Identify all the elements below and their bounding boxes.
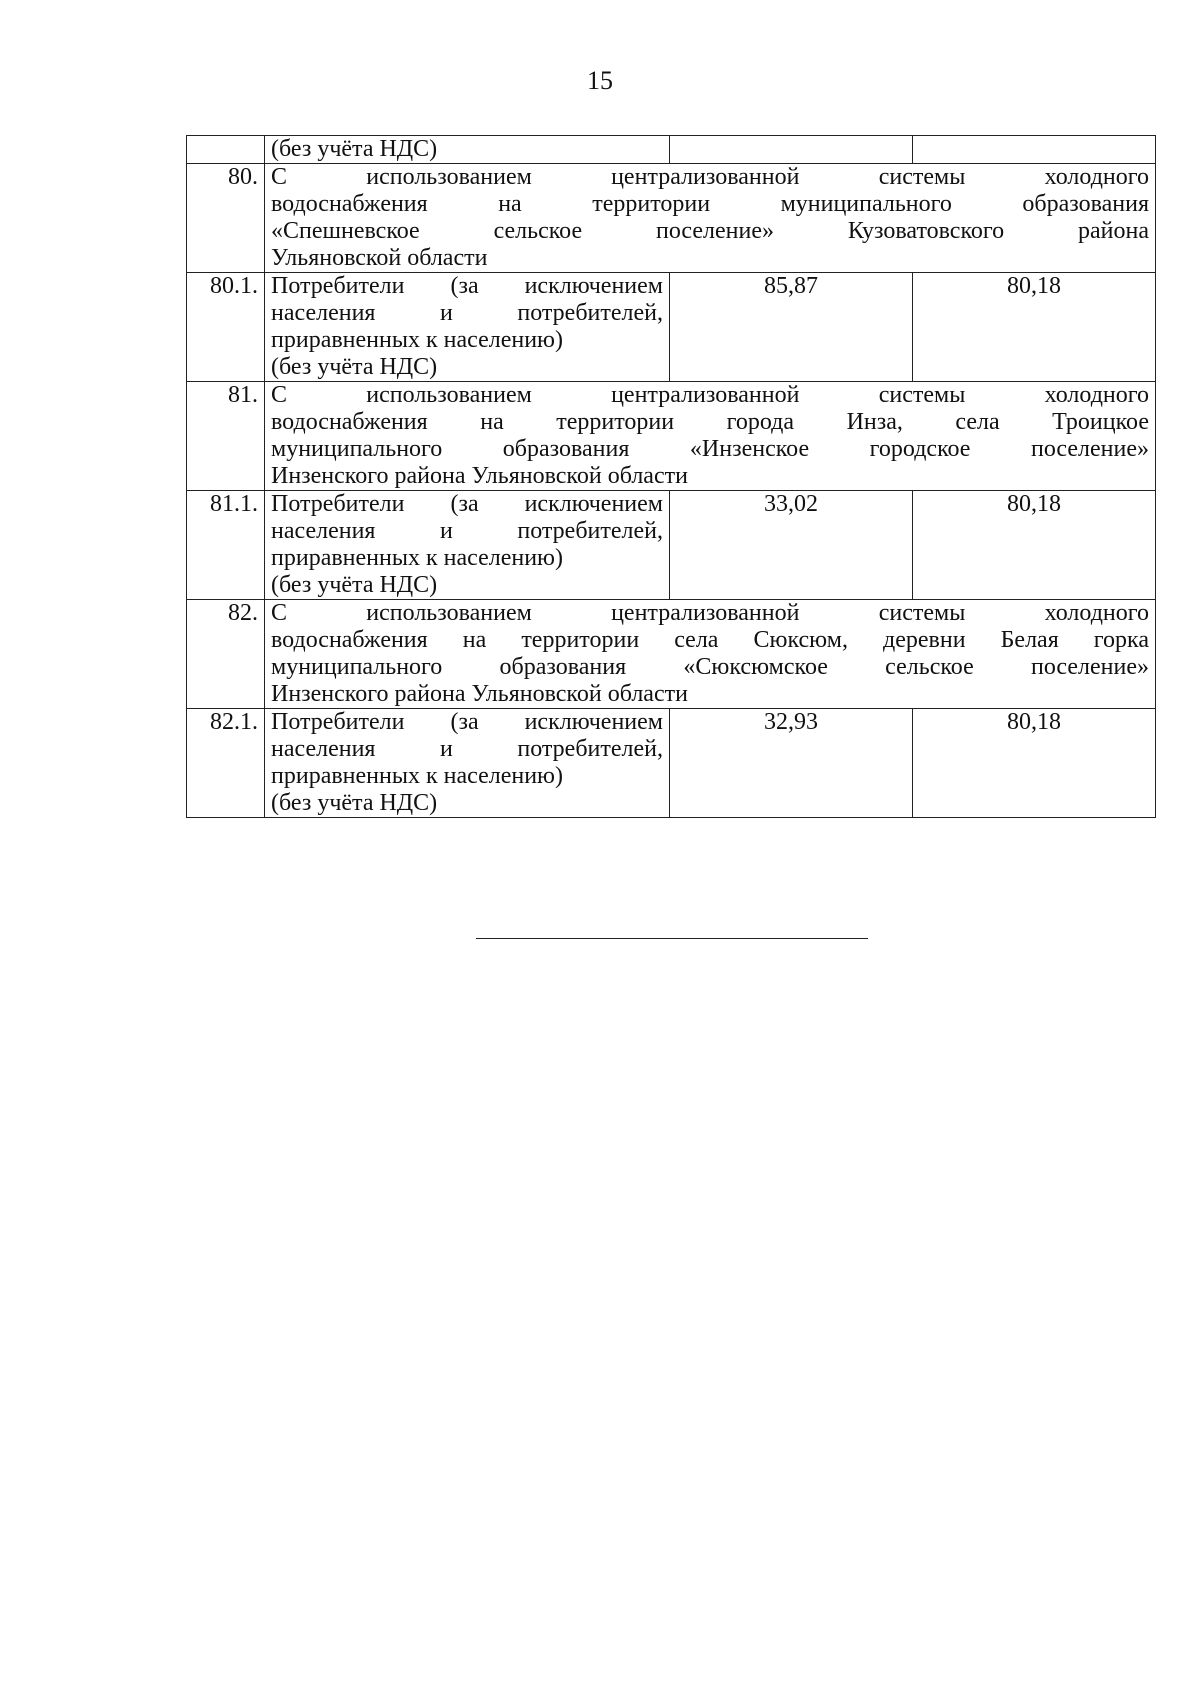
description-line: С использованием централизованной системы холодного [271,382,1149,408]
row-number-cell: 82. [187,600,265,709]
row-number-cell: 81. [187,382,265,491]
tariff-value-1-cell [670,136,913,164]
table-row-consumer [187,273,1156,382]
tariff-value-1-cell: 33,02 [670,491,913,600]
description-line: приравненных к населению) [271,763,563,789]
description-line: населения и потребителей, [271,736,663,762]
description-line: Потребители (за исключением [271,273,663,299]
description-line: Инзенского района Ульяновской области [271,463,688,489]
description-line: водоснабжения на территории села Сюксюм, деревни Белая горка [271,627,1149,653]
table-row-consumer [187,709,1156,818]
table-row-section [187,600,1156,709]
description-line: населения и потребителей, [271,300,663,326]
table-row-section [187,382,1156,491]
description-line: приравненных к населению) [271,545,563,571]
description-line: приравненных к населению) [271,327,563,353]
table-row-section [187,164,1156,273]
description-line: (без учёта НДС) [271,572,438,598]
description-line: Потребители (за исключением [271,709,663,735]
description-line: водоснабжения на территории муниципального образования [271,191,1149,217]
page-number: 15 [587,66,613,95]
description-line: муниципального образования «Сюксюмское сельское поселение» [271,654,1149,680]
description-line: водоснабжения на территории города Инза, села Троицкое [271,409,1149,435]
table-row-consumer [187,491,1156,600]
row-number-cell: 82.1. [187,709,265,818]
end-of-table-rule [476,938,868,939]
description-line: муниципального образования «Инзенское городское поселение» [271,436,1149,462]
row-number-cell: 80.1. [187,273,265,382]
description-line: населения и потребителей, [271,518,663,544]
description-line: (без учёта НДС) [271,136,438,162]
tariff-value-2-cell: 80,18 [913,709,1156,818]
description-line: С использованием централизованной системы холодного [271,600,1149,626]
tariff-value-1-cell: 32,93 [670,709,913,818]
description-line: Потребители (за исключением [271,491,663,517]
row-number-cell [187,136,265,164]
description-line: (без учёта НДС) [271,790,438,816]
row-description-cell [265,136,670,164]
row-number-cell: 80. [187,164,265,273]
section-description-cell [265,164,1156,273]
tariff-value-2-cell: 80,18 [913,273,1156,382]
row-description-cell [265,273,670,382]
description-line: С использованием централизованной системы холодного [271,164,1149,190]
tariff-value-1-cell: 85,87 [670,273,913,382]
tariff-value-2-cell [913,136,1156,164]
description-line: (без учёта НДС) [271,354,438,380]
row-number-cell: 81.1. [187,491,265,600]
section-description-cell [265,382,1156,491]
tariff-table [186,135,1156,818]
description-line: Инзенского района Ульяновской области [271,681,688,707]
row-description-cell [265,491,670,600]
row-description-cell [265,709,670,818]
section-description-cell [265,600,1156,709]
description-line: «Спешневское сельское поселение» Кузоватовского района [271,218,1149,244]
description-line: Ульяновской области [271,245,488,271]
table-row-continuation [187,136,1156,164]
tariff-value-2-cell: 80,18 [913,491,1156,600]
